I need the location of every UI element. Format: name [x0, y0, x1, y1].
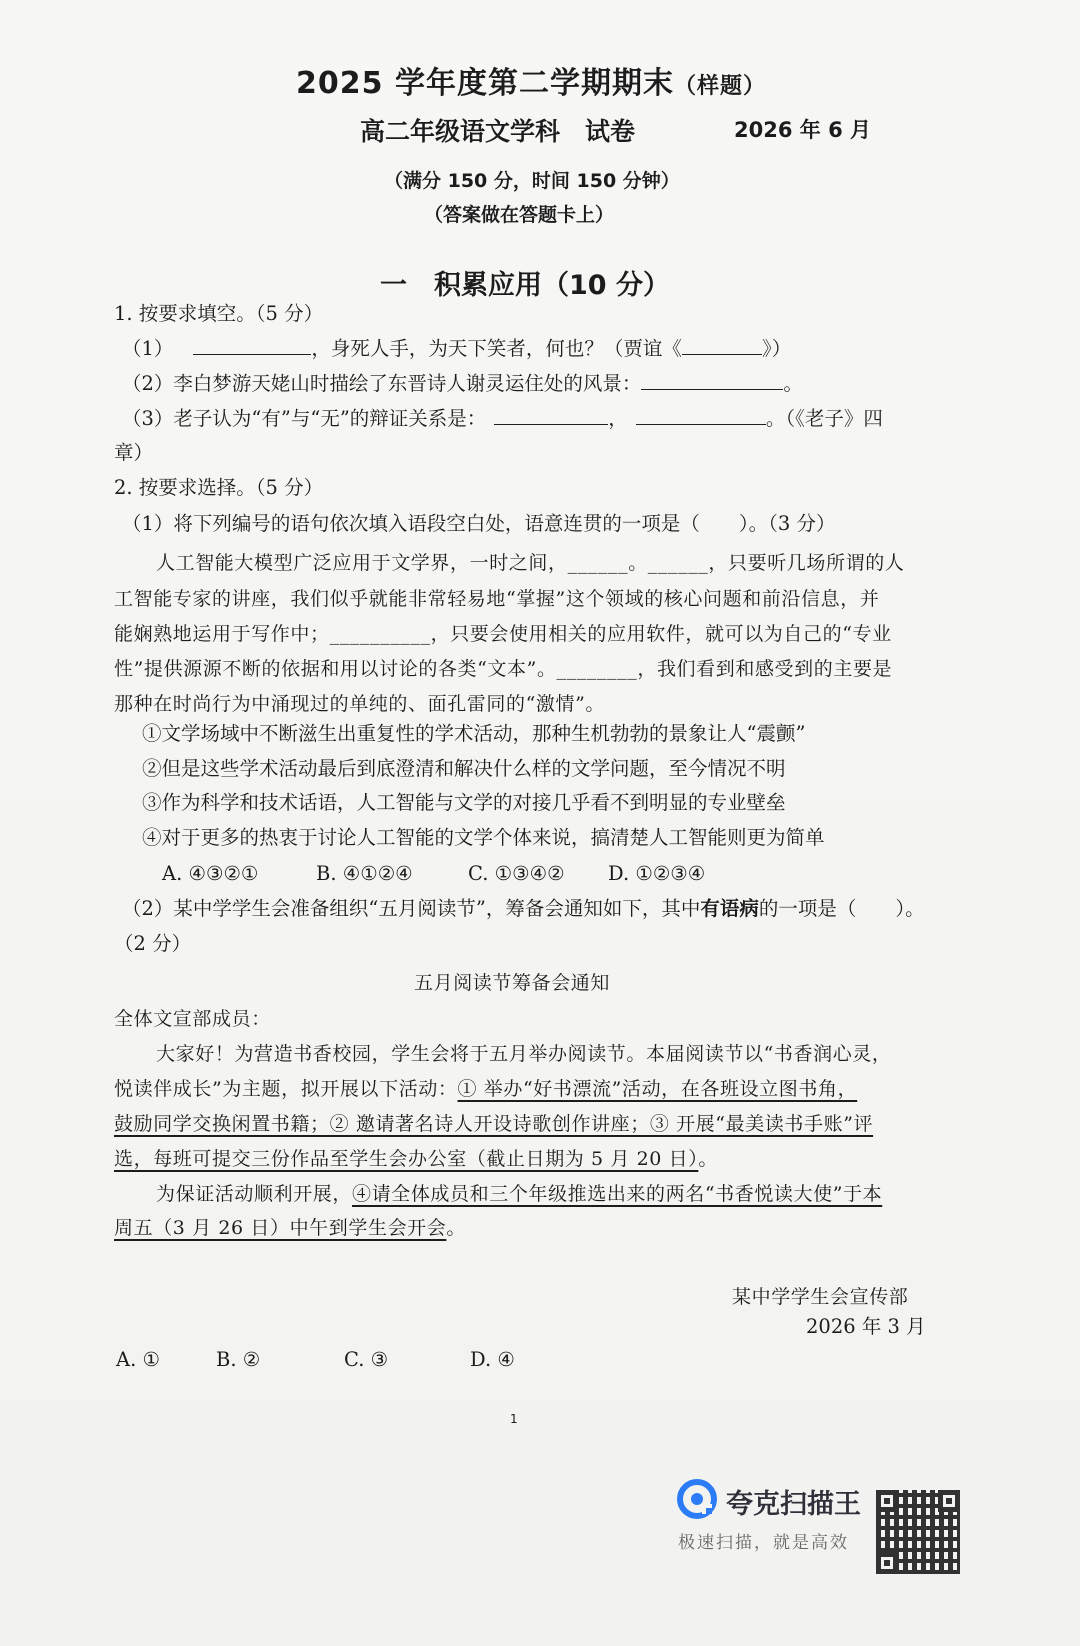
choice-c[interactable]: C. ①③④②: [468, 862, 565, 885]
sentence-option: ①文学场域中不断滋生出重复性的学术活动，那种生机勃勃的景象让人“震颤”: [142, 722, 806, 745]
passage-line: 性”提供源源不断的依据和用以讨论的各类“文本”。________，我们看到和感受到的主要是: [114, 658, 893, 680]
answer-blank[interactable]: [193, 339, 311, 355]
answer-blank[interactable]: [641, 374, 783, 390]
score-time-note: （满分 150 分，时间 150 分钟）: [384, 170, 680, 192]
exam-date: 2026 年 6 月: [734, 118, 871, 142]
answer-blank[interactable]: [682, 339, 762, 355]
notice-line: 大家好！为营造书香校园，学生会将于五月举办阅读节。本届阅读节以“书香润心灵，: [156, 1043, 892, 1065]
notice-signature-org: 某中学学生会宣传部: [732, 1286, 909, 1308]
qr-code-icon: [876, 1490, 960, 1574]
quark-logo-icon: [676, 1478, 718, 1520]
passage-line: 那种在时尚行为中涌现过的单纯的、面孔雷同的“激情”。: [114, 693, 606, 715]
choice-b[interactable]: B. ②: [216, 1348, 261, 1371]
scanner-tagline: 极速扫描，就是高效: [678, 1533, 849, 1553]
sentence-option: ④对于更多的热衷于讨论人工智能的文学个体来说，搞清楚人工智能则更为简单: [142, 826, 825, 849]
question-1-item-2: （2）李白梦游天姥山时描绘了东晋诗人谢灵运住处的风景： 。: [122, 372, 803, 395]
choice-d[interactable]: D. ④: [470, 1348, 515, 1371]
answer-blank[interactable]: [494, 409, 608, 425]
question-2-sub-2-wrap: （2 分）: [114, 932, 192, 955]
scanner-brand: 夸克扫描王: [726, 1489, 861, 1520]
question-2-sub-2: （2）某中学学生会准备组织“五月阅读节”，筹备会通知如下，其中有语病的一项是（ ）。: [122, 897, 925, 920]
exam-subtitle: 高二年级语文学科 试卷: [360, 117, 636, 146]
page-number: 1: [510, 1412, 518, 1426]
question-2-stem: 2. 按要求选择。（5 分）: [114, 476, 324, 499]
choice-a[interactable]: A. ①: [116, 1348, 160, 1371]
notice-line: 选，每班可提交三份作品至学生会办公室（截止日期为 5 月 20 日）。: [114, 1148, 718, 1170]
answer-blank[interactable]: [636, 409, 766, 425]
sentence-option: ②但是这些学术活动最后到底澄清和解决什么样的文学问题，至今情况不明: [142, 757, 786, 780]
underlined-clause-1: ① 举办“好书漂流”活动，在各班设立图书角，: [457, 1078, 858, 1100]
passage-line: 能娴熟地运用于写作中；__________，只要会使用相关的应用软件，就可以为自己的“专业: [114, 623, 892, 645]
question-2-sub-1: （1）将下列编号的语句依次填入语段空白处，语意连贯的一项是（ ）。（3 分）: [122, 512, 836, 535]
choice-c[interactable]: C. ③: [344, 1348, 389, 1371]
question-1-item-3: （3）老子认为“有”与“无”的辩证关系是： ， 。（《老子》四: [122, 407, 883, 430]
sentence-option: ③作为科学和技术话语，人工智能与文学的对接几乎看不到明显的专业壁垒: [142, 791, 786, 814]
exam-title: 2025 学年度第二学期期末（样题）: [296, 66, 766, 101]
notice-title: 五月阅读节筹备会通知: [414, 972, 611, 994]
passage-line: 工智能专家的讲座，我们似乎就能非常轻易地“掌握”这个领域的核心问题和前沿信息，并: [114, 588, 880, 610]
choice-d[interactable]: D. ①②③④: [608, 862, 706, 885]
passage-line: 人工智能大模型广泛应用于文学界，一时之间，______。______，只要听几场所谓的人: [156, 552, 905, 574]
notice-signature-date: 2026 年 3 月: [806, 1315, 926, 1338]
question-1-item-3-wrap: 章）: [114, 441, 154, 464]
notice-line: 周五（3 月 26 日）中午到学生会开会。: [114, 1217, 466, 1239]
notice-salutation: 全体文宣部成员：: [114, 1008, 271, 1030]
notice-line: 悦读伴成长”为主题，拟开展以下活动：① 举办“好书漂流”活动，在各班设立图书角，: [114, 1078, 858, 1100]
answer-card-note: （答案做在答题卡上）: [424, 204, 615, 226]
choice-a[interactable]: A. ④③②①: [162, 862, 259, 885]
notice-line: 为保证活动顺利开展，④请全体成员和三个年级推选出来的两名“书香悦读大使”于本: [156, 1183, 883, 1205]
underlined-clause-4: ④请全体成员和三个年级推选出来的两名“书香悦读大使”于本: [352, 1183, 883, 1205]
choice-b[interactable]: B. ④①②④: [316, 862, 413, 885]
underlined-clauses-2-3: 鼓励同学交换闲置书籍；② 邀请著名诗人开设诗歌创作讲座；③ 开展“最美读书手账”评: [114, 1113, 874, 1135]
section-heading: 一 积累应用（10 分）: [380, 270, 670, 301]
question-1-stem: 1. 按要求填空。（5 分）: [114, 302, 324, 325]
question-1-item-1: （1） ，身死人手，为天下笑者，何也？（贾谊《 》）: [122, 337, 792, 360]
